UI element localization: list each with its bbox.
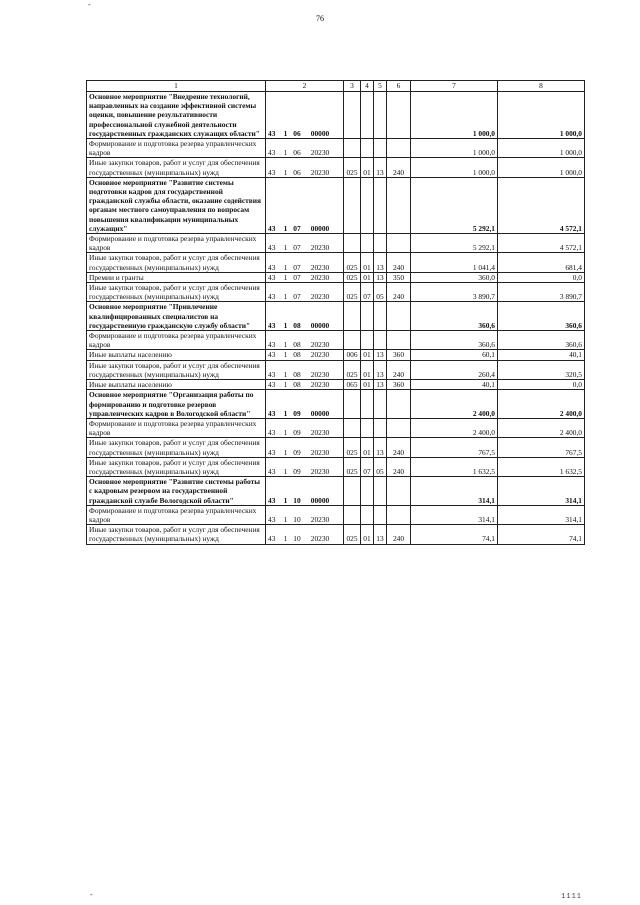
code-part: 00000 bbox=[310, 495, 330, 505]
code-part: 1 bbox=[283, 320, 288, 330]
target-code bbox=[266, 350, 344, 360]
code-part: 1 bbox=[283, 514, 288, 524]
table-row bbox=[87, 390, 585, 419]
amount-col-7: 1 000,0 bbox=[411, 158, 498, 177]
amount-col-8: 4 572,1 bbox=[498, 234, 585, 253]
amount-col-8: 40,1 bbox=[498, 350, 585, 360]
code-part: 43 bbox=[268, 148, 276, 158]
budget-table bbox=[86, 80, 585, 545]
amount-col-8: 2 400,0 bbox=[498, 418, 585, 437]
target-code bbox=[266, 525, 344, 544]
code-part: 20230 bbox=[310, 292, 330, 302]
code-part: 09 bbox=[293, 466, 301, 476]
amount-col-8: 767,5 bbox=[498, 438, 585, 457]
table-row bbox=[87, 253, 585, 272]
target-code bbox=[266, 331, 344, 350]
code-part: 08 bbox=[293, 320, 301, 330]
amount-col-7: 1 041,4 bbox=[411, 253, 498, 272]
amount-col-8: 320,5 bbox=[498, 360, 585, 379]
table-row bbox=[87, 438, 585, 457]
subsection-code: 13 bbox=[374, 525, 387, 544]
subsection-code: 13 bbox=[374, 158, 387, 177]
column-header: 8 bbox=[498, 81, 585, 92]
kvr-code: 360 bbox=[387, 380, 411, 390]
code-part: 1 bbox=[283, 340, 288, 350]
code-part: 1 bbox=[283, 380, 288, 390]
section-code: 01 bbox=[361, 360, 374, 379]
code-part: 20230 bbox=[310, 148, 330, 158]
kvr-code bbox=[387, 139, 411, 158]
target-code bbox=[266, 272, 344, 282]
code-part: 1 bbox=[283, 292, 288, 302]
column-header: 2 bbox=[266, 81, 344, 92]
expense-type-code bbox=[344, 234, 361, 253]
code-part: 1 bbox=[283, 272, 288, 282]
expense-type-code: 065 bbox=[344, 380, 361, 390]
subsection-code bbox=[374, 139, 387, 158]
target-code bbox=[266, 418, 344, 437]
subsection-code bbox=[374, 331, 387, 350]
expense-type-code bbox=[344, 505, 361, 524]
amount-col-8: 74,1 bbox=[498, 525, 585, 544]
code-part: 43 bbox=[268, 495, 276, 505]
code-part: 43 bbox=[268, 223, 276, 233]
amount-col-7: 360,0 bbox=[411, 272, 498, 282]
kvr-code bbox=[387, 177, 411, 233]
expense-type-code: 025 bbox=[344, 272, 361, 282]
row-name: Иные закупки товаров, работ и услуг для обеспечения государственных (муниципальных) нужд bbox=[87, 253, 266, 272]
subsection-code: 13 bbox=[374, 272, 387, 282]
column-header: 7 bbox=[411, 81, 498, 92]
code-part: 43 bbox=[268, 128, 276, 138]
row-name: Иные закупки товаров, работ и услуг для обеспечения государственных (муниципальных) нужд bbox=[87, 457, 266, 476]
table-row bbox=[87, 302, 585, 331]
table-row bbox=[87, 477, 585, 506]
row-name: Формирование и подготовка резерва управленческих кадров bbox=[87, 139, 266, 158]
amount-col-7: 1 000,0 bbox=[411, 139, 498, 158]
code-part: 43 bbox=[268, 428, 276, 438]
kvr-code bbox=[387, 390, 411, 419]
target-code bbox=[266, 380, 344, 390]
section-code: 01 bbox=[361, 158, 374, 177]
section-code bbox=[361, 390, 374, 419]
section-code bbox=[361, 418, 374, 437]
amount-col-7: 1 000,0 bbox=[411, 92, 498, 139]
target-code bbox=[266, 457, 344, 476]
code-part: 08 bbox=[293, 340, 301, 350]
code-part: 07 bbox=[293, 272, 301, 282]
row-name: Формирование и подготовка резерва управленческих кадров bbox=[87, 234, 266, 253]
code-part: 43 bbox=[268, 380, 276, 390]
code-part: 1 bbox=[283, 350, 288, 360]
amount-col-7: 767,5 bbox=[411, 438, 498, 457]
amount-col-8: 1 000,0 bbox=[498, 139, 585, 158]
code-part: 00000 bbox=[310, 408, 330, 418]
page-number: 76 bbox=[316, 14, 324, 23]
code-part: 08 bbox=[293, 380, 301, 390]
code-part: 06 bbox=[293, 167, 301, 177]
code-part: 1 bbox=[283, 447, 288, 457]
table-row bbox=[87, 272, 585, 282]
code-part: 1 bbox=[283, 167, 288, 177]
row-name: Основное мероприятие "Привлечение квалифицированных специалистов на государственную гражданскую службу области" bbox=[87, 302, 266, 331]
code-part: 07 bbox=[293, 223, 301, 233]
column-header: 3 bbox=[344, 81, 361, 92]
code-part: 00000 bbox=[310, 320, 330, 330]
header-row bbox=[87, 81, 585, 92]
kvr-code: 240 bbox=[387, 525, 411, 544]
target-code bbox=[266, 253, 344, 272]
amount-col-8: 314,1 bbox=[498, 477, 585, 506]
subsection-code bbox=[374, 418, 387, 437]
code-part: 43 bbox=[268, 167, 276, 177]
target-code bbox=[266, 438, 344, 457]
kvr-code bbox=[387, 92, 411, 139]
code-part: 43 bbox=[268, 243, 276, 253]
kvr-code: 240 bbox=[387, 158, 411, 177]
code-part: 1 bbox=[283, 534, 288, 544]
amount-col-8: 314,1 bbox=[498, 505, 585, 524]
amount-col-8: 360,6 bbox=[498, 331, 585, 350]
code-part: 09 bbox=[293, 447, 301, 457]
row-name: Иные закупки товаров, работ и услуг для обеспечения государственных (муниципальных) нужд bbox=[87, 360, 266, 379]
code-part: 10 bbox=[293, 534, 301, 544]
code-part: 43 bbox=[268, 320, 276, 330]
code-part: 1 bbox=[283, 262, 288, 272]
code-part: 1 bbox=[283, 243, 288, 253]
expense-type-code: 025 bbox=[344, 158, 361, 177]
section-code: 07 bbox=[361, 283, 374, 302]
section-code bbox=[361, 302, 374, 331]
table-row bbox=[87, 234, 585, 253]
row-name: Основное мероприятие "Развитие системы подготовки кадров для государственной гражданской службы области, оказание содействия органам местного самоуправления по вопросам повышения квалификации муниципальных служащих" bbox=[87, 177, 266, 233]
scan-mark-bottom-right: 1111 bbox=[561, 893, 582, 901]
amount-col-8: 4 572,1 bbox=[498, 177, 585, 233]
row-name: Основное мероприятие "Организация работы по формированию и подготовке резервов управленческих кадров в Вологодской области" bbox=[87, 390, 266, 419]
row-name: Иные закупки товаров, работ и услуг для обеспечения государственных (муниципальных) нужд bbox=[87, 283, 266, 302]
code-part: 20230 bbox=[310, 447, 330, 457]
code-part: 1 bbox=[283, 408, 288, 418]
code-part: 1 bbox=[283, 223, 288, 233]
code-part: 20230 bbox=[310, 466, 330, 476]
code-part: 09 bbox=[293, 428, 301, 438]
code-part: 20230 bbox=[310, 167, 330, 177]
code-part: 20230 bbox=[310, 369, 330, 379]
subsection-code: 13 bbox=[374, 380, 387, 390]
code-part: 20230 bbox=[310, 340, 330, 350]
expense-type-code: 025 bbox=[344, 253, 361, 272]
code-part: 1 bbox=[283, 369, 288, 379]
table-row bbox=[87, 457, 585, 476]
row-name: Иные выплаты населению bbox=[87, 380, 266, 390]
table-row bbox=[87, 505, 585, 524]
code-part: 20230 bbox=[310, 514, 330, 524]
code-part: 20230 bbox=[310, 380, 330, 390]
section-code: 01 bbox=[361, 350, 374, 360]
expense-type-code bbox=[344, 139, 361, 158]
kvr-code: 240 bbox=[387, 283, 411, 302]
amount-col-8: 3 890,7 bbox=[498, 283, 585, 302]
target-code bbox=[266, 390, 344, 419]
section-code bbox=[361, 139, 374, 158]
code-part: 20230 bbox=[310, 534, 330, 544]
row-name: Иные закупки товаров, работ и услуг для обеспечения государственных (муниципальных) нужд bbox=[87, 158, 266, 177]
subsection-code: 05 bbox=[374, 457, 387, 476]
section-code: 01 bbox=[361, 272, 374, 282]
expense-type-code bbox=[344, 92, 361, 139]
section-code bbox=[361, 234, 374, 253]
code-part: 43 bbox=[268, 466, 276, 476]
code-part: 08 bbox=[293, 350, 301, 360]
target-code bbox=[266, 139, 344, 158]
table-body bbox=[87, 92, 585, 545]
expense-type-code bbox=[344, 302, 361, 331]
code-part: 43 bbox=[268, 408, 276, 418]
amount-col-8: 360,6 bbox=[498, 302, 585, 331]
code-part: 20230 bbox=[310, 272, 330, 282]
subsection-code bbox=[374, 390, 387, 419]
kvr-code bbox=[387, 302, 411, 331]
subsection-code bbox=[374, 302, 387, 331]
table-row bbox=[87, 350, 585, 360]
code-part: 10 bbox=[293, 495, 301, 505]
code-part: 1 bbox=[283, 466, 288, 476]
section-code bbox=[361, 331, 374, 350]
column-header: 4 bbox=[361, 81, 374, 92]
expense-type-code: 025 bbox=[344, 283, 361, 302]
subsection-code: 05 bbox=[374, 283, 387, 302]
target-code bbox=[266, 92, 344, 139]
column-header: 1 bbox=[87, 81, 266, 92]
amount-col-7: 5 292,1 bbox=[411, 177, 498, 233]
code-part: 43 bbox=[268, 340, 276, 350]
code-part: 43 bbox=[268, 350, 276, 360]
kvr-code: 350 bbox=[387, 272, 411, 282]
code-part: 20230 bbox=[310, 243, 330, 253]
code-part: 43 bbox=[268, 447, 276, 457]
target-code bbox=[266, 234, 344, 253]
row-name: Формирование и подготовка резерва управленческих кадров bbox=[87, 505, 266, 524]
subsection-code: 13 bbox=[374, 350, 387, 360]
table-row bbox=[87, 380, 585, 390]
code-part: 00000 bbox=[310, 223, 330, 233]
row-name: Иные закупки товаров, работ и услуг для обеспечения государственных (муниципальных) нужд bbox=[87, 438, 266, 457]
amount-col-8: 681,4 bbox=[498, 253, 585, 272]
kvr-code bbox=[387, 331, 411, 350]
expense-type-code bbox=[344, 418, 361, 437]
code-part: 10 bbox=[293, 514, 301, 524]
code-part: 43 bbox=[268, 292, 276, 302]
section-code: 01 bbox=[361, 253, 374, 272]
section-code: 01 bbox=[361, 525, 374, 544]
row-name: Иные выплаты населению bbox=[87, 350, 266, 360]
table-row bbox=[87, 158, 585, 177]
amount-col-7: 1 632,5 bbox=[411, 457, 498, 476]
code-part: 06 bbox=[293, 148, 301, 158]
amount-col-8: 1 000,0 bbox=[498, 92, 585, 139]
kvr-code bbox=[387, 477, 411, 506]
section-code bbox=[361, 505, 374, 524]
row-name: Иные закупки товаров, работ и услуг для обеспечения государственных (муниципальных) нужд bbox=[87, 525, 266, 544]
row-name: Формирование и подготовка резерва управленческих кадров bbox=[87, 418, 266, 437]
kvr-code: 240 bbox=[387, 457, 411, 476]
subsection-code bbox=[374, 177, 387, 233]
code-part: 43 bbox=[268, 262, 276, 272]
code-part: 1 bbox=[283, 148, 288, 158]
expense-type-code: 025 bbox=[344, 360, 361, 379]
column-header: 5 bbox=[374, 81, 387, 92]
expense-type-code: 006 bbox=[344, 350, 361, 360]
table-row bbox=[87, 283, 585, 302]
corner-mark-top-left: - bbox=[88, 0, 91, 9]
corner-mark-bottom-left: - bbox=[90, 890, 93, 899]
code-part: 07 bbox=[293, 292, 301, 302]
target-code bbox=[266, 302, 344, 331]
code-part: 09 bbox=[293, 408, 301, 418]
amount-col-7: 360,6 bbox=[411, 331, 498, 350]
section-code bbox=[361, 177, 374, 233]
amount-col-7: 314,1 bbox=[411, 477, 498, 506]
amount-col-7: 2 400,0 bbox=[411, 418, 498, 437]
target-code bbox=[266, 360, 344, 379]
target-code bbox=[266, 158, 344, 177]
subsection-code: 13 bbox=[374, 438, 387, 457]
table-row bbox=[87, 360, 585, 379]
code-part: 07 bbox=[293, 262, 301, 272]
kvr-code: 240 bbox=[387, 253, 411, 272]
code-part: 1 bbox=[283, 428, 288, 438]
row-name: Премии и гранты bbox=[87, 272, 266, 282]
amount-col-7: 314,1 bbox=[411, 505, 498, 524]
code-part: 1 bbox=[283, 128, 288, 138]
amount-col-7: 74,1 bbox=[411, 525, 498, 544]
kvr-code bbox=[387, 505, 411, 524]
code-part: 20230 bbox=[310, 428, 330, 438]
target-code bbox=[266, 177, 344, 233]
table-row bbox=[87, 331, 585, 350]
subsection-code: 13 bbox=[374, 360, 387, 379]
amount-col-7: 3 890,7 bbox=[411, 283, 498, 302]
code-part: 07 bbox=[293, 243, 301, 253]
subsection-code bbox=[374, 505, 387, 524]
subsection-code bbox=[374, 477, 387, 506]
amount-col-7: 2 400,0 bbox=[411, 390, 498, 419]
code-part: 20230 bbox=[310, 350, 330, 360]
code-part: 1 bbox=[283, 495, 288, 505]
table-row bbox=[87, 525, 585, 544]
section-code: 01 bbox=[361, 438, 374, 457]
table-row bbox=[87, 139, 585, 158]
row-name: Основное мероприятие "Внедрение технологий, направленных на создание эффективной системы оценки, повышение результативности профессиональной служебной деятельности государственных гражданских служащих области" bbox=[87, 92, 266, 139]
amount-col-8: 0,0 bbox=[498, 380, 585, 390]
amount-col-7: 360,6 bbox=[411, 302, 498, 331]
target-code bbox=[266, 283, 344, 302]
expense-type-code: 025 bbox=[344, 438, 361, 457]
code-part: 43 bbox=[268, 534, 276, 544]
section-code: 07 bbox=[361, 457, 374, 476]
section-code bbox=[361, 477, 374, 506]
code-part: 08 bbox=[293, 369, 301, 379]
column-header: 6 bbox=[387, 81, 411, 92]
amount-col-8: 1 000,0 bbox=[498, 158, 585, 177]
table-row bbox=[87, 177, 585, 233]
target-code bbox=[266, 505, 344, 524]
amount-col-8: 1 632,5 bbox=[498, 457, 585, 476]
amount-col-7: 260,4 bbox=[411, 360, 498, 379]
kvr-code bbox=[387, 418, 411, 437]
subsection-code bbox=[374, 234, 387, 253]
amount-col-7: 60,1 bbox=[411, 350, 498, 360]
amount-col-8: 2 400,0 bbox=[498, 390, 585, 419]
expense-type-code bbox=[344, 477, 361, 506]
code-part: 20230 bbox=[310, 262, 330, 272]
subsection-code bbox=[374, 92, 387, 139]
kvr-code: 240 bbox=[387, 360, 411, 379]
row-name: Формирование и подготовка резерва управленческих кадров bbox=[87, 331, 266, 350]
table-row bbox=[87, 418, 585, 437]
code-part: 43 bbox=[268, 369, 276, 379]
code-part: 00000 bbox=[310, 128, 330, 138]
amount-col-7: 5 292,1 bbox=[411, 234, 498, 253]
section-code bbox=[361, 92, 374, 139]
subsection-code: 13 bbox=[374, 253, 387, 272]
table-row bbox=[87, 92, 585, 139]
row-name: Основное мероприятие "Развитие системы работы с кадровым резервом на государственной гражданской службе Вологодской области" bbox=[87, 477, 266, 506]
code-part: 43 bbox=[268, 272, 276, 282]
code-part: 43 bbox=[268, 514, 276, 524]
kvr-code bbox=[387, 234, 411, 253]
amount-col-7: 40,1 bbox=[411, 380, 498, 390]
expense-type-code: 025 bbox=[344, 457, 361, 476]
section-code: 01 bbox=[361, 380, 374, 390]
kvr-code: 360 bbox=[387, 350, 411, 360]
expense-type-code bbox=[344, 331, 361, 350]
expense-type-code bbox=[344, 177, 361, 233]
kvr-code: 240 bbox=[387, 438, 411, 457]
target-code bbox=[266, 477, 344, 506]
code-part: 06 bbox=[293, 128, 301, 138]
expense-type-code bbox=[344, 390, 361, 419]
expense-type-code: 025 bbox=[344, 525, 361, 544]
amount-col-8: 0,0 bbox=[498, 272, 585, 282]
